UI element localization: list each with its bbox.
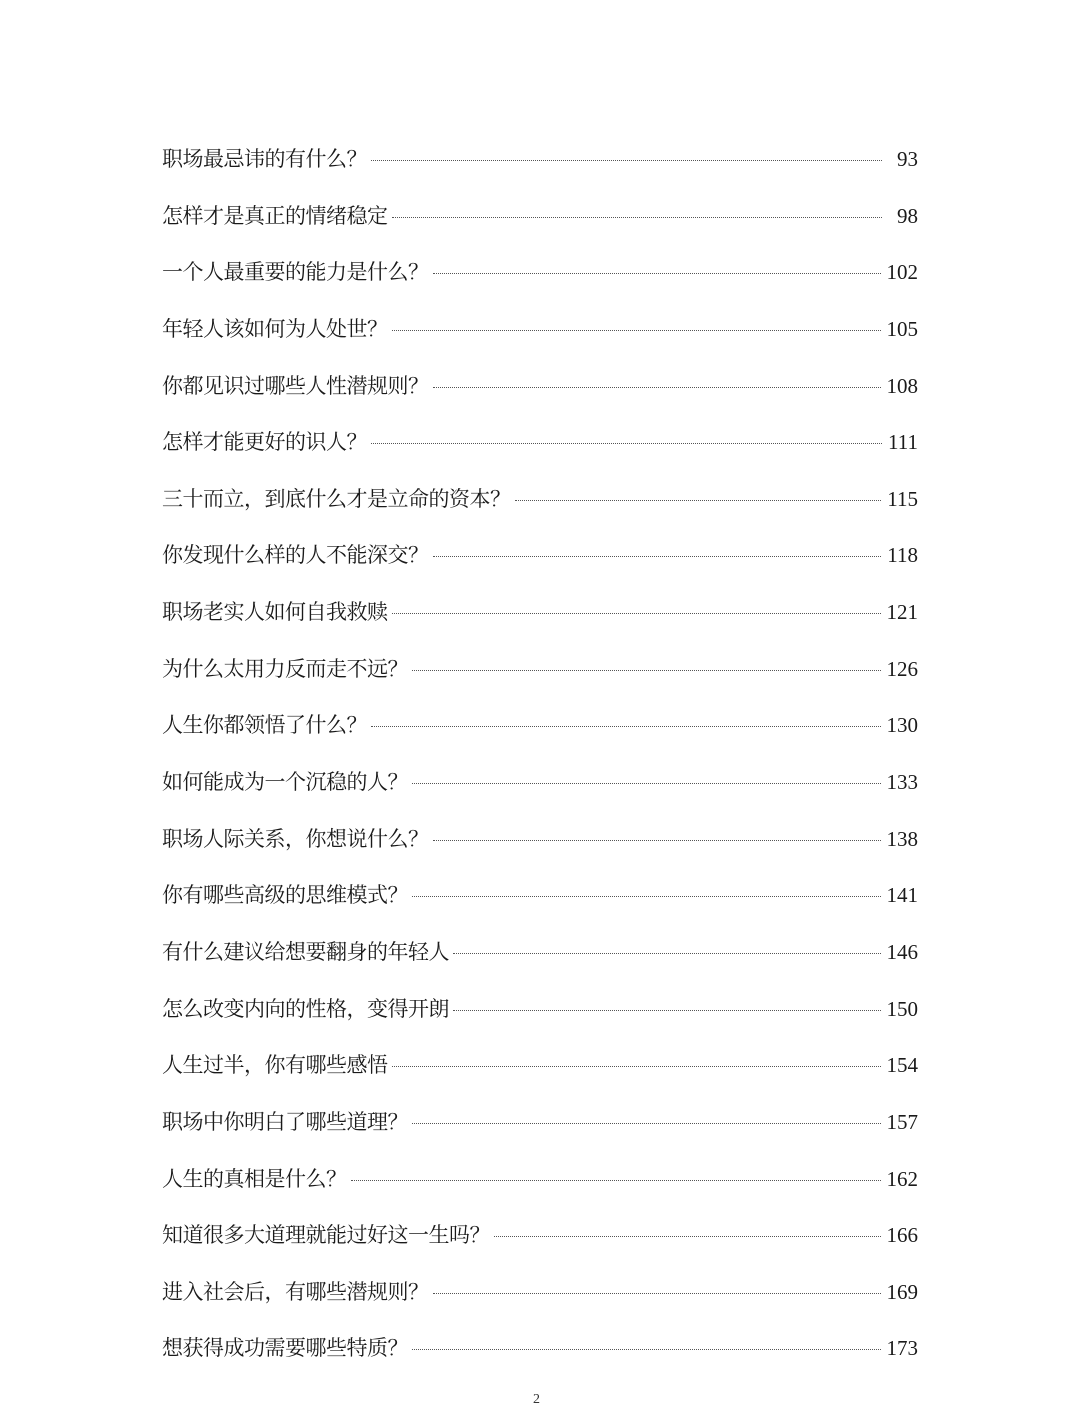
toc-entry-page: 118 bbox=[887, 543, 918, 568]
toc-entry[interactable] bbox=[162, 471, 918, 528]
page-number: 2 bbox=[533, 1392, 540, 1407]
toc-entry-title: 知道很多大道理就能过好这一生吗？ bbox=[162, 1223, 490, 1248]
toc-entry[interactable] bbox=[162, 1207, 918, 1264]
toc-dot-leader bbox=[392, 330, 881, 331]
toc-entry[interactable] bbox=[162, 527, 918, 584]
toc-entry-page: 121 bbox=[886, 600, 918, 625]
toc-entry[interactable] bbox=[162, 924, 918, 981]
toc-dot-leader bbox=[412, 1123, 881, 1124]
toc-entry[interactable] bbox=[162, 811, 918, 868]
toc-entry[interactable] bbox=[162, 131, 918, 188]
toc-entry-title: 如何能成为一个沉稳的人？ bbox=[162, 770, 408, 795]
toc-dot-leader bbox=[515, 500, 882, 501]
table-of-contents bbox=[162, 131, 918, 1377]
toc-dot-leader bbox=[433, 273, 881, 274]
toc-entry[interactable] bbox=[162, 1094, 918, 1151]
toc-entry-title: 职场最忌讳的有什么？ bbox=[162, 147, 367, 171]
toc-entry-page: 93 bbox=[897, 147, 918, 171]
toc-dot-leader bbox=[433, 556, 882, 557]
toc-entry-title: 你有哪些高级的思维模式？ bbox=[162, 883, 408, 908]
toc-dot-leader bbox=[371, 160, 882, 161]
toc-dot-leader bbox=[494, 1236, 881, 1237]
toc-entry[interactable] bbox=[162, 754, 918, 811]
toc-entry-title: 人生的真相是什么？ bbox=[162, 1166, 347, 1191]
toc-entry-title: 怎么改变内向的性格，变得开朗 bbox=[162, 996, 449, 1021]
toc-entry-title: 有什么建议给想要翻身的年轻人 bbox=[162, 939, 449, 964]
toc-entry[interactable] bbox=[162, 867, 918, 924]
toc-entry-title: 你都见识过哪些人性潜规则？ bbox=[162, 373, 429, 398]
toc-entry[interactable] bbox=[162, 244, 918, 301]
toc-entry-title: 想获得成功需要哪些特质？ bbox=[162, 1336, 408, 1361]
toc-dot-leader bbox=[392, 1066, 881, 1067]
toc-entry[interactable] bbox=[162, 697, 918, 754]
toc-entry-page: 146 bbox=[886, 939, 918, 964]
toc-dot-leader bbox=[371, 726, 881, 727]
toc-entry[interactable] bbox=[162, 1037, 918, 1094]
toc-dot-leader bbox=[453, 953, 881, 954]
toc-entry-title: 三十而立，到底什么才是立命的资本？ bbox=[162, 486, 511, 511]
toc-entry[interactable] bbox=[162, 641, 918, 698]
toc-entry[interactable] bbox=[162, 1151, 918, 1208]
toc-entry-page: 98 bbox=[897, 203, 918, 228]
toc-dot-leader bbox=[392, 613, 881, 614]
toc-entry-title: 怎样才是真正的情绪稳定 bbox=[162, 203, 388, 228]
toc-entry-page: 154 bbox=[886, 1053, 918, 1078]
toc-entry[interactable] bbox=[162, 981, 918, 1038]
toc-entry-page: 173 bbox=[886, 1336, 918, 1361]
toc-entry-page: 133 bbox=[886, 770, 918, 795]
toc-entry-title: 你发现什么样的人不能深交？ bbox=[162, 543, 429, 568]
toc-entry-page: 162 bbox=[886, 1166, 918, 1191]
toc-dot-leader bbox=[412, 1349, 881, 1350]
toc-entry[interactable] bbox=[162, 301, 918, 358]
toc-entry-page: 141 bbox=[886, 883, 918, 908]
toc-entry-page: 150 bbox=[886, 996, 918, 1021]
toc-entry-title: 一个人最重要的能力是什么？ bbox=[162, 260, 429, 285]
toc-dot-leader bbox=[351, 1180, 881, 1181]
toc-entry-page: 108 bbox=[886, 373, 918, 398]
toc-entry-page: 166 bbox=[886, 1223, 918, 1248]
toc-dot-leader bbox=[392, 217, 883, 218]
toc-entry-title: 人生你都领悟了什么？ bbox=[162, 713, 367, 738]
toc-entry-title: 职场中你明白了哪些道理？ bbox=[162, 1109, 408, 1134]
toc-entry-page: 105 bbox=[886, 316, 918, 341]
toc-entry-title: 人生过半，你有哪些感悟 bbox=[162, 1053, 388, 1078]
toc-entry-title: 年轻人该如何为人处世？ bbox=[162, 316, 388, 341]
toc-dot-leader bbox=[412, 783, 881, 784]
toc-dot-leader bbox=[412, 670, 881, 671]
toc-dot-leader bbox=[371, 443, 882, 444]
toc-dot-leader bbox=[433, 387, 881, 388]
toc-entry[interactable] bbox=[162, 358, 918, 415]
toc-entry-page: 111 bbox=[888, 430, 918, 455]
toc-dot-leader bbox=[412, 896, 881, 897]
toc-entry-page: 115 bbox=[887, 486, 918, 511]
toc-dot-leader bbox=[433, 840, 881, 841]
toc-entry[interactable] bbox=[162, 188, 918, 245]
toc-entry-page: 169 bbox=[886, 1279, 918, 1304]
toc-entry[interactable] bbox=[162, 414, 918, 471]
toc-dot-leader bbox=[433, 1293, 881, 1294]
toc-entry[interactable] bbox=[162, 584, 918, 641]
toc-entry-page: 102 bbox=[886, 260, 918, 285]
toc-entry-title: 职场老实人如何自我救赎 bbox=[162, 600, 388, 625]
toc-entry[interactable] bbox=[162, 1264, 918, 1321]
toc-entry-page: 138 bbox=[886, 826, 918, 851]
toc-entry-page: 157 bbox=[886, 1109, 918, 1134]
toc-entry-page: 126 bbox=[886, 656, 918, 681]
toc-entry-title: 职场人际关系，你想说什么？ bbox=[162, 826, 429, 851]
toc-entry-title: 进入社会后，有哪些潜规则？ bbox=[162, 1279, 429, 1304]
toc-entry-title: 为什么太用力反而走不远？ bbox=[162, 656, 408, 681]
toc-entry[interactable] bbox=[162, 1320, 918, 1377]
toc-entry-page: 130 bbox=[886, 713, 918, 738]
toc-entry-title: 怎样才能更好的识人？ bbox=[162, 430, 367, 455]
toc-dot-leader bbox=[453, 1010, 881, 1011]
